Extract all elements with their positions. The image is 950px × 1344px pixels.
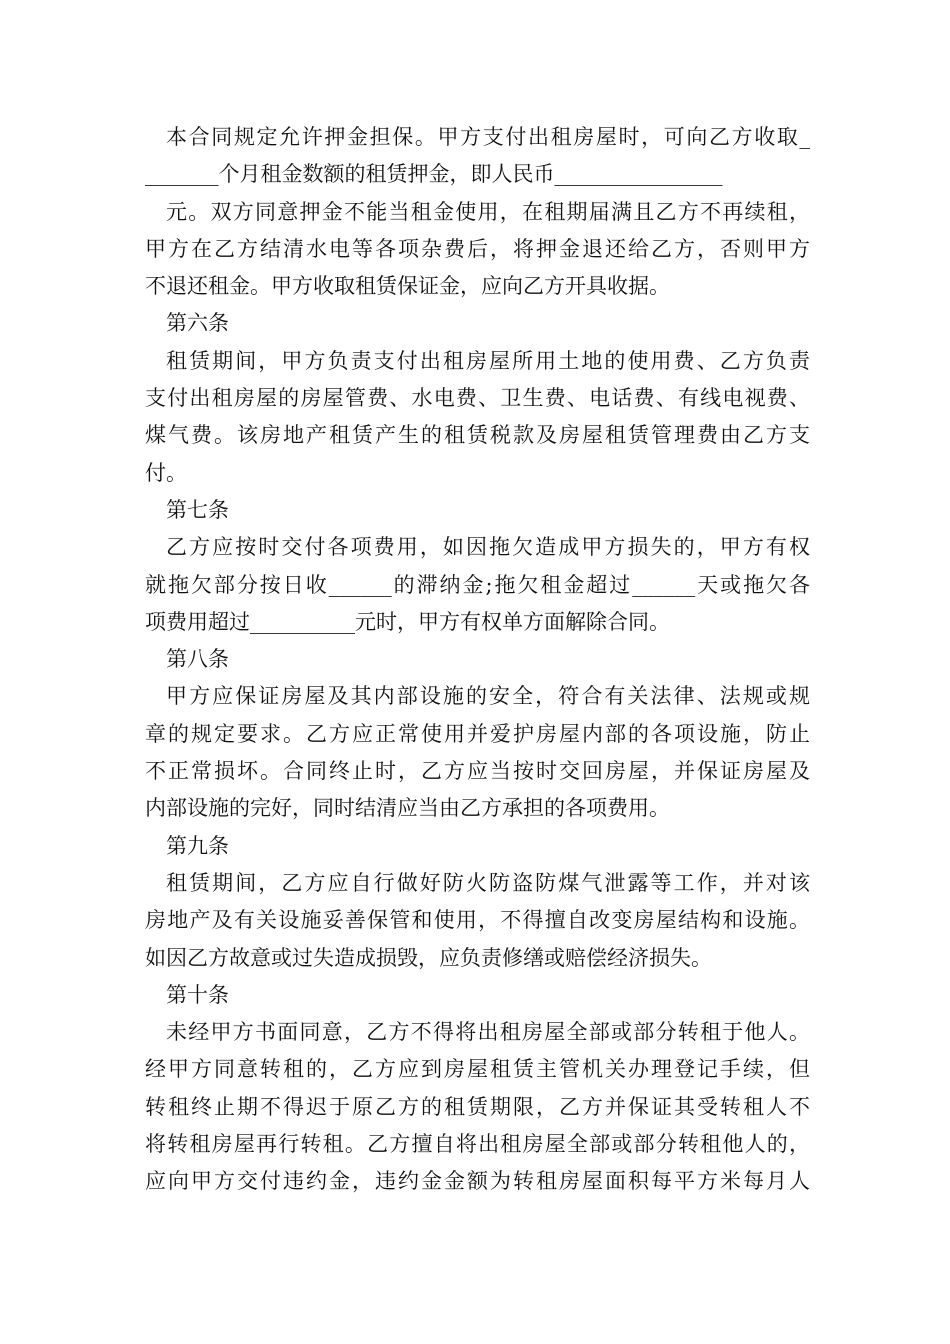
text-line: 内部设施的完好，同时结清应当由乙方承担的各项费用。 — [145, 796, 670, 821]
article-heading-10: 第十条 — [166, 982, 229, 1007]
text-line: 如因乙方故意或过失造成损毁，应负责修缮或赔偿经济损失。 — [145, 945, 712, 970]
text-line: 甲方在乙方结清水电等各项杂费后，将押金退还给乙方，否则甲方 — [145, 236, 810, 261]
text-line: 将转租房屋再行转租。乙方擅自将出租房屋全部或部分转租他人的， — [145, 1132, 810, 1157]
text-line: 乙方应按时交付各项费用，如因拖欠造成甲方损失的，甲方有权 — [166, 535, 810, 560]
text-line: 本合同规定允许押金担保。甲方支付出租房屋时，可向乙方收取_ — [166, 125, 810, 149]
article-heading-9: 第九条 — [166, 833, 229, 858]
article-heading-7: 第七条 — [166, 497, 229, 522]
text-line: 房地产及有关设施妥善保管和使用，不得擅自改变房屋结构和设施。 — [145, 908, 810, 933]
article-heading-8: 第八条 — [166, 647, 229, 672]
text-line: _______个月租金数额的租赁押金，即人民币________________ — [145, 162, 723, 187]
text-line: 未经甲方书面同意，乙方不得将出租房屋全部或部分转租于他人。 — [166, 1020, 810, 1045]
text-line: 应向甲方交付违约金，违约金金额为转租房屋面积每平方米每月人 — [145, 1169, 810, 1194]
text-line: 不正常损坏。合同终止时，乙方应当按时交回房屋，并保证房屋及 — [145, 759, 810, 784]
text-line: 就拖欠部分按日收______的滞纳金;拖欠租金超过______天或拖欠各 — [145, 572, 810, 597]
text-line: 甲方应保证房屋及其内部设施的安全，符合有关法律、法规或规 — [166, 684, 810, 709]
text-line: 元。双方同意押金不能当租金使用，在租期届满且乙方不再续租， — [166, 199, 810, 224]
text-line: 支付出租房屋的房屋管费、水电费、卫生费、电话费、有线电视费、 — [145, 386, 810, 411]
text-line: 不退还租金。甲方收取租赁保证金，应向乙方开具收据。 — [145, 274, 670, 299]
text-line: 租赁期间，乙方应自行做好防火防盗防煤气泄露等工作，并对该 — [166, 870, 810, 895]
article-heading-6: 第六条 — [166, 311, 229, 336]
text-line: 付。 — [145, 460, 187, 485]
text-line: 项费用超过__________元时，甲方有权单方面解除合同。 — [145, 609, 670, 634]
text-line: 转租终止期不得迟于原乙方的租赁期限，乙方并保证其受转租人不 — [145, 1094, 810, 1119]
text-line: 煤气费。该房地产租赁产生的租赁税款及房屋租赁管理费由乙方支 — [145, 423, 810, 448]
text-line: 经甲方同意转租的，乙方应到房屋租赁主管机关办理登记手续，但 — [145, 1057, 810, 1082]
contract-text — [145, 119, 810, 1201]
text-line: 租赁期间，甲方负责支付出租房屋所用土地的使用费、乙方负责 — [166, 348, 810, 373]
text-line: 章的规定要求。乙方应正常使用并爱护房屋内部的各项设施，防止 — [145, 721, 810, 746]
